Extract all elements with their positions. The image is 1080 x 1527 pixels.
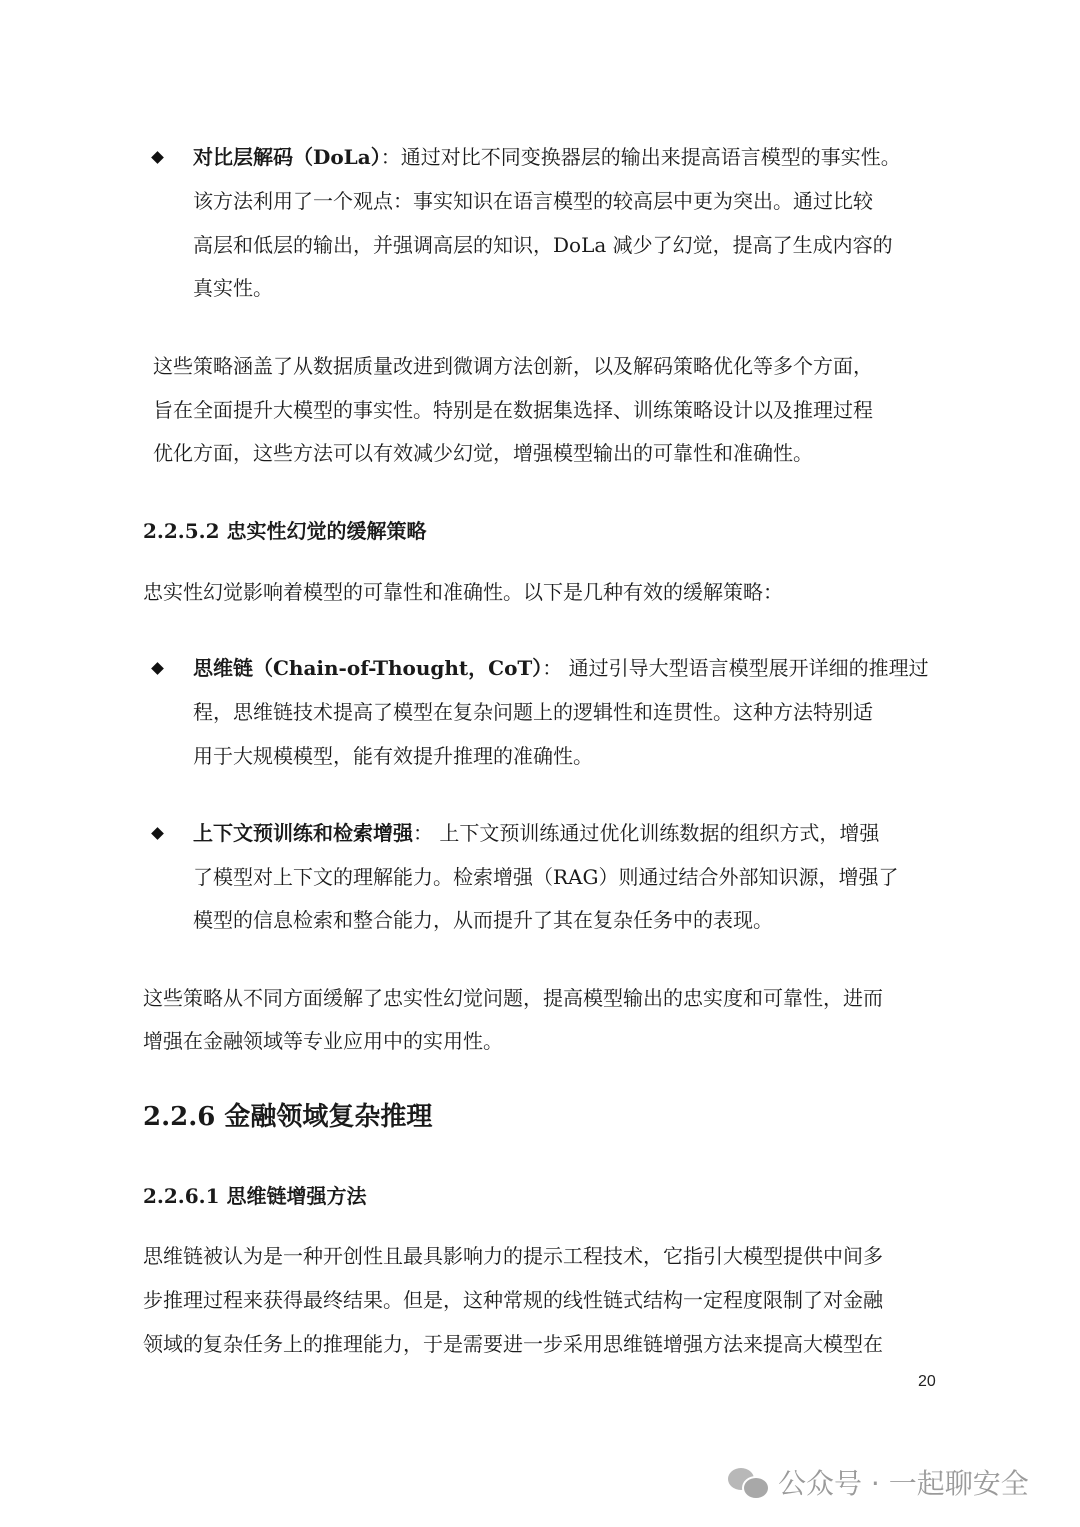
section-heading: 2.2.5.2 忠实性幻觉的缓解策略 xyxy=(143,519,427,543)
watermark-text: 公众号 · 一起聊安全 xyxy=(778,1467,1029,1500)
bullet-cot-line: 思维链（Chain-of-Thought，CoT）： 通过引导大型语言模型展开详细的推理过 xyxy=(193,656,929,680)
bullet-title: 思维链（Chain-of-Thought，CoT） xyxy=(193,656,543,680)
wechat-icon xyxy=(728,1466,768,1498)
paragraph-line: 优化方面，这些方法可以有效减少幻觉，增强模型输出的可靠性和准确性。 xyxy=(153,441,813,465)
paragraph-line: 这些策略涵盖了从数据质量改进到微调方法创新，以及解码策略优化等多个方面， xyxy=(153,354,873,378)
paragraph-line: 旨在全面提升大模型的事实性。特别是在数据集选择、训练策略设计以及推理过程 xyxy=(153,398,873,422)
bullet-text-line: 真实性。 xyxy=(193,276,273,300)
bullet-title: 对比层解码（DoLa） xyxy=(193,145,381,169)
paragraph-line: 步推理过程来获得最终结果。但是，这种常规的线性链式结构一定程度限制了对金融 xyxy=(143,1288,883,1312)
bullet-marker xyxy=(151,827,164,840)
paragraph-line: 领域的复杂任务上的推理能力，于是需要进一步采用思维链增强方法来提高大模型在 xyxy=(143,1332,883,1356)
bullet-text-line: 该方法利用了一个观点：事实知识在语言模型的较高层中更为突出。通过比较 xyxy=(193,189,873,213)
bullet-marker xyxy=(151,662,164,675)
bullet-rag-line: 上下文预训练和检索增强： 上下文预训练通过优化训练数据的组织方式，增强 xyxy=(193,821,880,845)
bullet-text-line: 模型的信息检索和整合能力，从而提升了其在复杂任务中的表现。 xyxy=(193,908,773,932)
bullet-text-line: 用于大规模模型，能有效提升推理的准确性。 xyxy=(193,744,593,768)
section-heading: 2.2.6 金融领域复杂推理 xyxy=(143,1102,433,1132)
bullet-text-line: 了模型对上下文的理解能力。检索增强（RAG）则通过结合外部知识源，增强了 xyxy=(193,865,899,889)
bullet-marker xyxy=(151,151,164,164)
paragraph-line: 思维链被认为是一种开创性且最具影响力的提示工程技术，它指引大模型提供中间多 xyxy=(143,1244,883,1268)
bullet-dola-line: 对比层解码（DoLa）：通过对比不同变换器层的输出来提高语言模型的事实性。 xyxy=(193,145,901,169)
page-number: 20 xyxy=(918,1373,936,1390)
bullet-text-line: 高层和低层的输出，并强调高层的知识，DoLa 减少了幻觉，提高了生成内容的 xyxy=(193,233,893,257)
paragraph-line: 增强在金融领域等专业应用中的实用性。 xyxy=(143,1029,503,1053)
bullet-text-line: 程，思维链技术提高了模型在复杂问题上的逻辑性和连贯性。这种方法特别适 xyxy=(193,700,873,724)
paragraph-line: 这些策略从不同方面缓解了忠实性幻觉问题，提高模型输出的忠实度和可靠性，进而 xyxy=(143,986,883,1010)
bullet-title: 上下文预训练和检索增强 xyxy=(193,821,413,845)
paragraph-line: 忠实性幻觉影响着模型的可靠性和准确性。以下是几种有效的缓解策略： xyxy=(143,580,783,604)
watermark xyxy=(728,1460,1029,1504)
subsection-heading: 2.2.6.1 思维链增强方法 xyxy=(143,1184,367,1208)
